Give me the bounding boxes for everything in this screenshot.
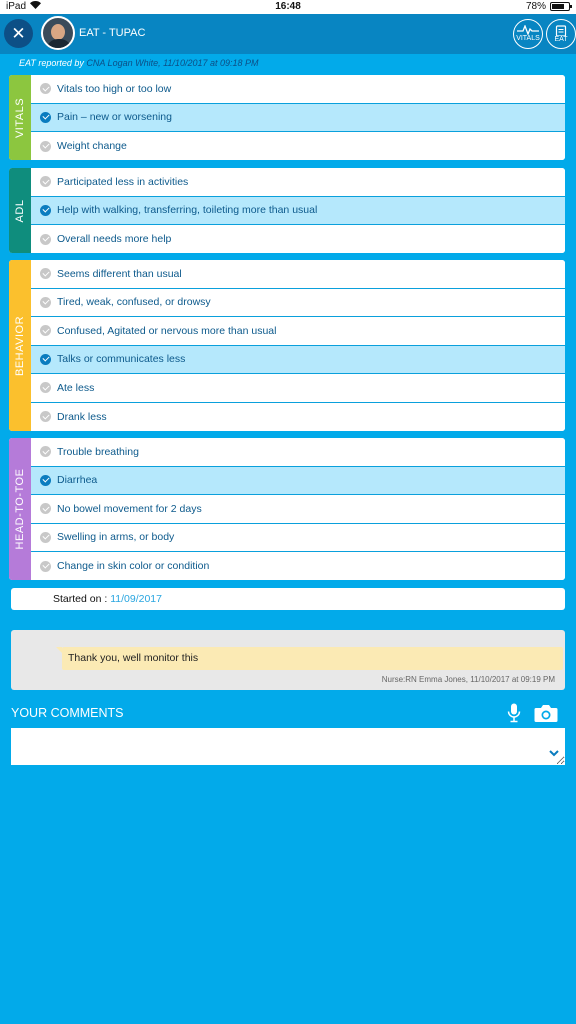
- check-circle-icon: [40, 382, 51, 393]
- check-circle-icon: [40, 234, 51, 245]
- report-prefix: EAT reported by: [19, 58, 84, 68]
- eat-button-label: EAT: [554, 36, 568, 43]
- clock: 16:48: [275, 1, 301, 12]
- checklist-item[interactable]: [31, 438, 565, 467]
- checklist-item-label: Swelling in arms, or body: [57, 531, 175, 544]
- checklist-item[interactable]: [31, 317, 565, 346]
- started-on: [11, 588, 565, 610]
- chevron-down-icon[interactable]: [549, 749, 559, 757]
- checklist-item[interactable]: [31, 524, 565, 553]
- close-button[interactable]: [4, 19, 33, 48]
- battery-percent: 78%: [525, 1, 546, 12]
- behavior-tab-label: BEHAVIOR: [14, 315, 26, 376]
- checklist-item-label: Overall needs more help: [57, 233, 172, 246]
- checklist-item[interactable]: [31, 495, 565, 524]
- checklist-item[interactable]: [31, 197, 565, 226]
- message-thread: [11, 630, 565, 690]
- checklist-item[interactable]: [31, 289, 565, 318]
- close-icon: ✕: [11, 24, 26, 43]
- checklist-item-label: Confused, Agitated or nervous more than usual: [57, 324, 277, 337]
- checklist-item[interactable]: [31, 168, 565, 197]
- checklist-item-label: Talks or communicates less: [57, 353, 186, 366]
- checklist-item-label: Help with walking, transferring, toileting more than usual: [57, 204, 318, 217]
- checklist-item-label: Diarrhea: [57, 474, 98, 487]
- comment-input[interactable]: [11, 728, 565, 765]
- checklist-item[interactable]: [31, 403, 565, 432]
- checklist-item[interactable]: [31, 75, 565, 104]
- app-header: [0, 14, 576, 54]
- clipboard-icon: [555, 25, 567, 36]
- heartbeat-icon: [517, 25, 539, 35]
- check-circle-icon: [40, 446, 51, 457]
- checklist-item-label: Drank less: [57, 410, 107, 423]
- message-meta: Nurse:RN Emma Jones, 11/10/2017 at 09:19 PM: [381, 675, 555, 684]
- microphone-icon[interactable]: [506, 703, 522, 723]
- check-circle-icon: [40, 475, 51, 486]
- checklist-item[interactable]: [31, 346, 565, 375]
- checklist-item-label: Ate less: [57, 381, 95, 394]
- checklist-item-label: Weight change: [57, 140, 127, 153]
- checklist-item[interactable]: [31, 225, 565, 253]
- checklist-item-label: Trouble breathing: [57, 445, 139, 458]
- started-date: 11/09/2017: [110, 593, 162, 605]
- check-circle-icon: [40, 503, 51, 514]
- comments-label: YOUR COMMENTS: [11, 706, 124, 720]
- behavior-tab: [9, 260, 31, 431]
- message-bubble: [62, 647, 563, 670]
- head-to-toe-list: [31, 438, 565, 580]
- resident-avatar: [41, 16, 75, 50]
- behavior-section: [9, 260, 565, 431]
- checklist-item-label: Seems different than usual: [57, 267, 182, 280]
- battery-icon: [550, 2, 570, 11]
- head-to-toe-section: [9, 438, 565, 580]
- vitals-list: [31, 75, 565, 160]
- vitals-section: [9, 75, 565, 160]
- behavior-list: [31, 260, 565, 431]
- started-label: Started on :: [53, 593, 108, 605]
- check-circle-icon: [40, 354, 51, 365]
- vitals-tab-label: VITALS: [14, 97, 26, 138]
- adl-list: [31, 168, 565, 253]
- checklist-item-label: Change in skin color or condition: [57, 560, 210, 573]
- device-name: iPad: [6, 1, 27, 12]
- vitals-button-label: VITALS: [516, 35, 540, 42]
- check-circle-icon: [40, 411, 51, 422]
- check-circle-icon: [40, 176, 51, 187]
- checklist-item[interactable]: [31, 104, 565, 133]
- check-circle-icon: [40, 83, 51, 94]
- report-info: [19, 58, 259, 68]
- report-author: CNA Logan White, 11/10/2017 at 09:18 PM: [86, 58, 259, 68]
- adl-tab: [9, 168, 31, 253]
- status-bar: [0, 0, 576, 14]
- check-circle-icon: [40, 205, 51, 216]
- page-title: EAT - TUPAC: [79, 27, 146, 39]
- checklist-item[interactable]: [31, 132, 565, 160]
- head-to-toe-tab: [9, 438, 31, 580]
- checklist-item[interactable]: [31, 552, 565, 580]
- vitals-button[interactable]: [513, 19, 543, 49]
- checklist-item[interactable]: [31, 467, 565, 496]
- adl-section: [9, 168, 565, 253]
- message-text: Thank you, well monitor this: [68, 652, 199, 664]
- vitals-tab: [9, 75, 31, 160]
- check-circle-icon: [40, 561, 51, 572]
- checklist-item-label: Participated less in activities: [57, 175, 189, 188]
- check-circle-icon: [40, 297, 51, 308]
- check-circle-icon: [40, 112, 51, 123]
- adl-tab-label: ADL: [14, 199, 26, 222]
- checklist-item[interactable]: [31, 374, 565, 403]
- checklist-item-label: Tired, weak, confused, or drowsy: [57, 296, 211, 309]
- checklist-item-label: Pain – new or worsening: [57, 111, 172, 124]
- checklist-item[interactable]: [31, 260, 565, 289]
- checklist-item-label: Vitals too high or too low: [57, 82, 172, 95]
- head-to-toe-tab-label: HEAD-TO-TOE: [14, 468, 26, 550]
- check-circle-icon: [40, 325, 51, 336]
- check-circle-icon: [40, 141, 51, 152]
- camera-icon[interactable]: [534, 704, 558, 723]
- check-circle-icon: [40, 532, 51, 543]
- checklist-item-label: No bowel movement for 2 days: [57, 502, 202, 515]
- eat-button[interactable]: [546, 19, 576, 49]
- check-circle-icon: [40, 268, 51, 279]
